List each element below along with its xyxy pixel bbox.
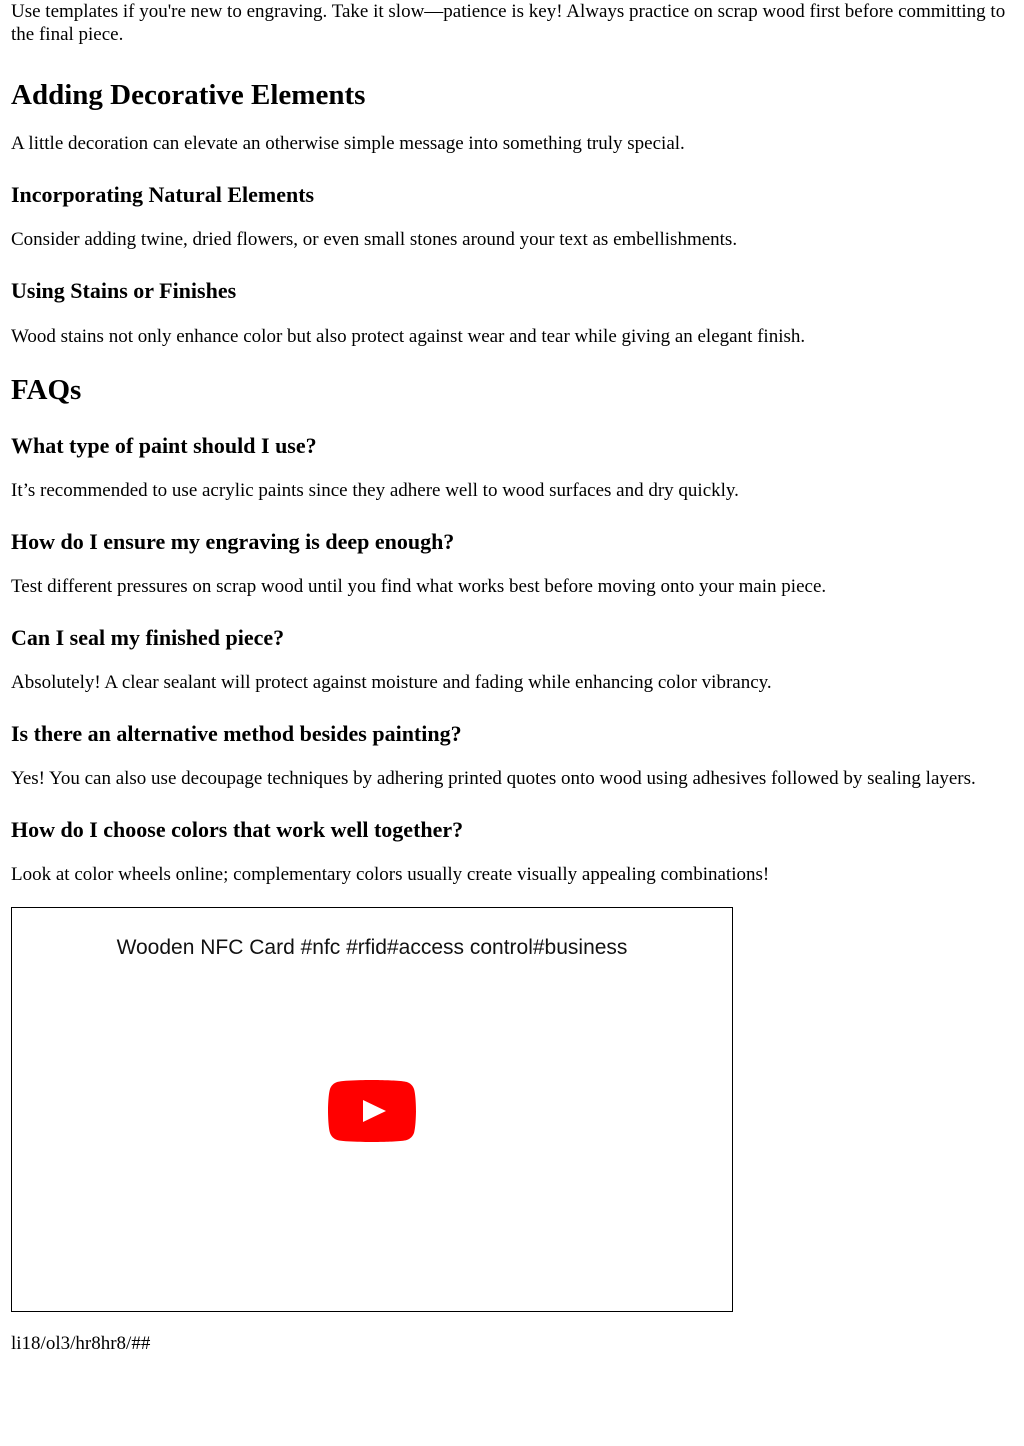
faq-question: How do I choose colors that work well together?	[11, 817, 464, 842]
decorative-intro: A little decoration can elevate an otherwise simple message into something truly special.	[11, 133, 685, 154]
faq-answer: Absolutely! A clear sealant will protect against moisture and fading while enhancing color vibrancy.	[11, 672, 772, 693]
faq-question: What type of paint should I use?	[11, 433, 317, 458]
intro-paragraph: Use templates if you're new to engraving. Take it slow—patience is key! Always practice on scrap wood first before committing to the final piece.	[11, 1, 1006, 45]
youtube-play-button[interactable]	[328, 1080, 416, 1142]
faq-answer: It’s recommended to use acrylic paints since they adhere well to wood surfaces and dry quickly.	[11, 480, 739, 501]
faq-question: Can I seal my finished piece?	[11, 625, 285, 650]
natural-elements-heading: Incorporating Natural Elements	[11, 182, 315, 207]
youtube-video-embed[interactable]	[11, 907, 733, 1312]
faq-answer: Test different pressures on scrap wood until you find what works best before moving onto your main piece.	[11, 576, 827, 597]
video-title[interactable]: Wooden NFC Card #nfc #rfid#access control#business	[116, 936, 628, 959]
faqs-heading: FAQs	[11, 374, 82, 406]
footer-text: li18/ol3/hr8hr8/##	[11, 1333, 151, 1354]
faq-list	[11, 432, 1014, 886]
natural-elements-text: Consider adding twine, dried flowers, or even small stones around your text as embellishments.	[11, 229, 738, 250]
faq-question: Is there an alternative method besides painting?	[11, 721, 462, 746]
faq-answer: Look at color wheels online; complementary colors usually create visually appealing combinations!	[11, 864, 770, 885]
faq-answer: Yes! You can also use decoupage techniques by adhering printed quotes onto wood using adhesives followed by sealing layers.	[11, 768, 976, 789]
stains-heading: Using Stains or Finishes	[11, 278, 237, 303]
youtube-play-icon[interactable]	[328, 1080, 416, 1142]
faq-question: How do I ensure my engraving is deep enough?	[11, 529, 455, 554]
stains-text: Wood stains not only enhance color but also protect against wear and tear while giving an elegant finish.	[11, 326, 806, 347]
decorative-heading: Adding Decorative Elements	[11, 79, 366, 111]
